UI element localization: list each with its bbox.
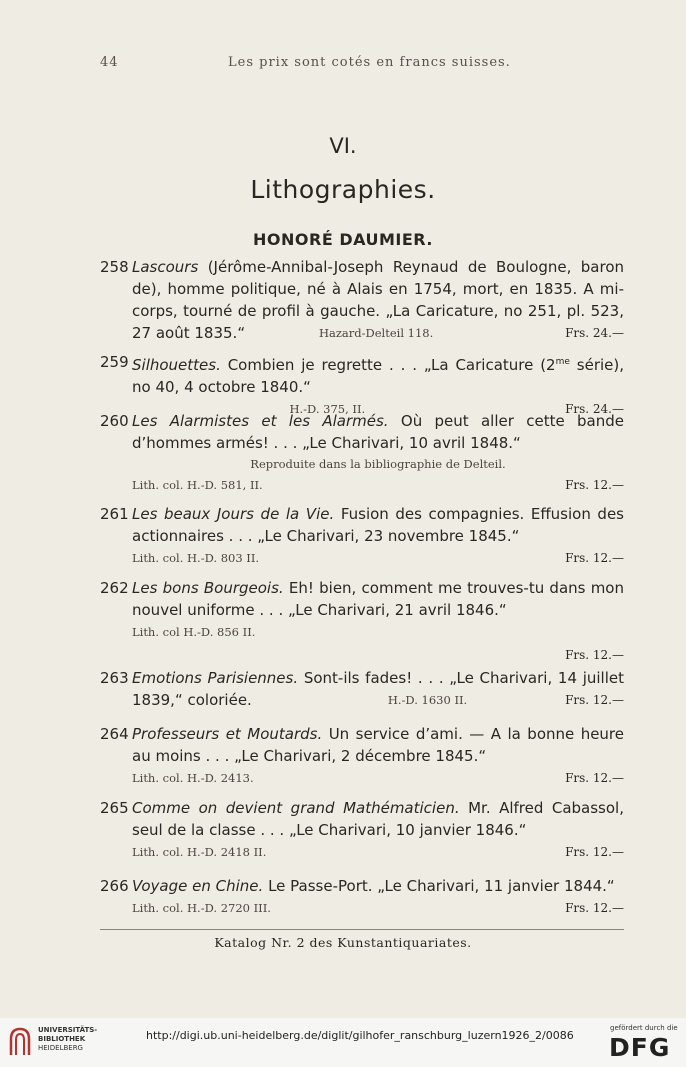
running-title: Les prix sont cotés en francs suisses. <box>228 55 511 70</box>
entry-title: Comme on devient grand Mathématicien. <box>132 799 460 817</box>
entry-reference: Lith. col. H.-D. 2413. <box>132 771 254 785</box>
entry-reference: Lith. col. H.-D. 2418 II. <box>132 845 267 859</box>
entry-title: Silhouettes. <box>132 356 221 374</box>
entry-price: Frs. 12.— <box>565 693 624 707</box>
entry-text: Mr. Alfred Cabassol, seul de la classe . . . „Le Charivari, 10 janvier 1846.“ <box>132 799 624 839</box>
entry-text: Sont-ils fades! . . . „Le Charivari, 14 juillet 1839,“ coloriée. <box>132 669 624 709</box>
entry-price: Frs. 12.— <box>565 648 624 662</box>
digitization-bar <box>0 1018 686 1067</box>
entry-text: Eh! bien, comment me trouves-tu dans mon nouvel uniforme . . . „Le Charivari, 21 avril 1846.“ <box>132 579 624 619</box>
catalog-entry-263 <box>100 667 624 711</box>
entry-reference: H.-D. 375, II. <box>289 402 366 416</box>
entry-price: Frs. 12.— <box>565 771 624 785</box>
entry-number: 266 <box>100 877 129 895</box>
entry-reference: H.-D. 1630 II. <box>387 693 468 707</box>
entry-text: Fusion des compagnies. Effusion des actionnaires . . . „Le Charivari, 23 novembre 1845.“ <box>132 505 624 545</box>
entry-text: Le Passe-Port. „Le Charivari, 11 janvier 1844.“ <box>263 877 615 895</box>
entry-title: Les Alarmistes et les Alarmés. <box>132 412 389 430</box>
page-number: 44 <box>100 55 119 70</box>
entry-title: Les beaux Jours de la Vie. <box>132 505 335 523</box>
entry-title: Voyage en Chine. <box>132 877 264 895</box>
artist-heading: HONORÉ DAUMIER. <box>253 230 433 249</box>
chapter-number: VI. <box>329 134 357 158</box>
entry-text: Combien je regrette . . . „La Caricature (2 <box>220 356 556 374</box>
catalog-entry-264 <box>100 723 624 789</box>
entry-superscript: me <box>555 357 570 367</box>
entry-number: 262 <box>100 579 129 597</box>
entry-text: Où peut aller cette bande d’hommes armés! . . . „Le Charivari, 10 avril 1848.“ <box>132 412 625 452</box>
entry-reference: Lith. col. H.-D. 2720 III. <box>132 901 271 915</box>
entry-number: 265 <box>100 799 129 817</box>
entry-price: Frs. 12.— <box>565 901 624 915</box>
entry-title: Lascours <box>132 258 199 276</box>
entry-number: 261 <box>100 505 129 523</box>
catalog-entry-261 <box>100 503 624 569</box>
catalog-entry-262 <box>100 577 624 666</box>
entry-title: Emotions Parisiennes. <box>132 669 299 687</box>
entry-reference: Lith. col H.-D. 856 II. <box>132 625 256 639</box>
entry-number: 260 <box>100 412 129 430</box>
entry-price: Frs. 12.— <box>565 845 624 859</box>
entry-number: 263 <box>100 669 129 687</box>
entry-number: 264 <box>100 725 129 743</box>
dfg-logo: DFG <box>609 1033 671 1062</box>
footer-divider <box>100 929 624 930</box>
entry-note: Reproduite dans la bibliographie de Delteil. <box>250 457 506 471</box>
entry-number: 259 <box>100 353 129 371</box>
entry-price: Frs. 12.— <box>565 551 624 565</box>
page-footer: Katalog Nr. 2 des Kunstantiquariates. <box>214 935 472 950</box>
entry-title: Professeurs et Moutards. <box>132 725 323 743</box>
catalog-entry-265 <box>100 797 624 863</box>
library-name-line1: UNIVERSITÄTS- <box>38 1026 98 1034</box>
entry-text-continued: série), no 40, 4 octobre 1840.“ <box>132 356 624 396</box>
entry-reference: Hazard-Delteil 118. <box>318 326 434 340</box>
entry-price: Frs. 24.— <box>565 326 624 340</box>
catalog-entry-258 <box>100 256 624 344</box>
university-library-logo-icon <box>8 1025 32 1057</box>
entry-text: (Jérôme-Annibal-Joseph Reynaud de Boulogne, baron de), homme politique, né à Alais en 1754, mort, en 1835. A mi-corps, tourné de profil à gauche. „La Caricature, no 251, pl. 523, 27 août 1835.“ <box>132 258 624 342</box>
entry-number: 258 <box>100 258 129 276</box>
catalog-entry-266 <box>100 875 624 919</box>
catalog-entry-260 <box>100 410 624 496</box>
funding-text: gefördert durch die <box>610 1024 678 1032</box>
library-name-line3: HEIDELBERG <box>38 1044 83 1052</box>
entry-price: Frs. 12.— <box>565 478 624 492</box>
entry-text: Un service d’ami. — A la bonne heure au moins . . . „Le Charivari, 2 décembre 1845.“ <box>132 725 624 765</box>
entry-reference: Lith. col. H.-D. 803 II. <box>132 551 260 565</box>
permalink-url[interactable]: http://digi.ub.uni-heidelberg.de/diglit/gilhofer_ranschburg_luzern1926_2/0086 <box>146 1029 574 1042</box>
entry-reference: Lith. col. H.-D. 581, II. <box>132 478 263 492</box>
library-name <box>38 1026 97 1053</box>
library-name-line2: BIBLIOTHEK <box>38 1035 86 1043</box>
entry-title: Les bons Bourgeois. <box>132 579 284 597</box>
entry-price: Frs. 24.— <box>565 402 624 416</box>
chapter-title: Lithographies. <box>250 175 436 204</box>
